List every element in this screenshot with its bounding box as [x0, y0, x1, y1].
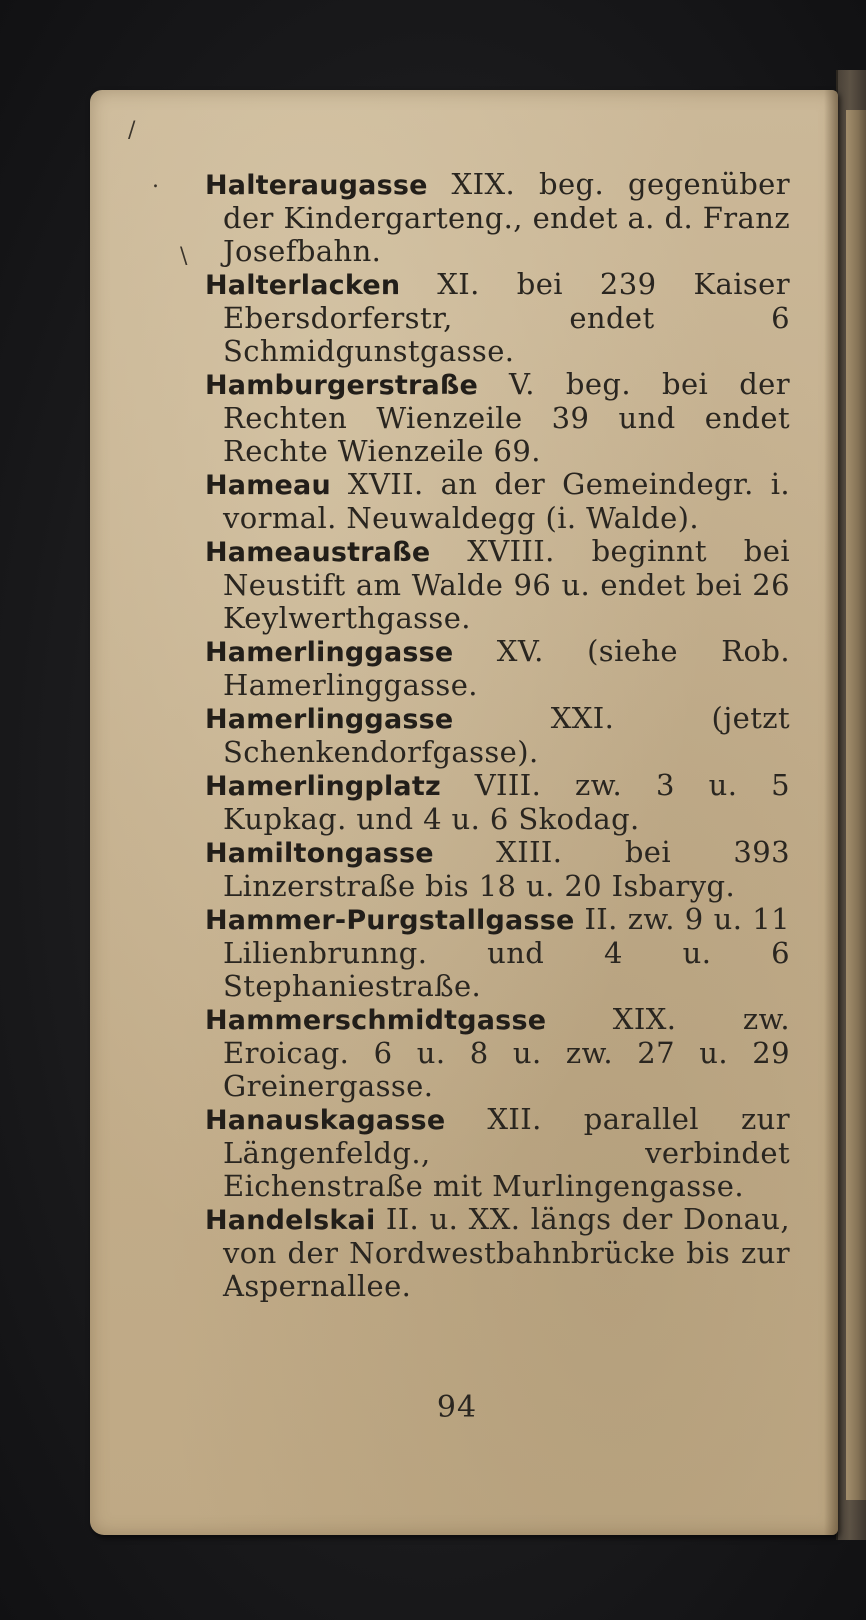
street-description: II. zw. 9 u. 11 Lilienbrunng. und 4 u. 6 Stephaniestraße. [223, 902, 790, 1003]
pencil-mark: \ [180, 244, 188, 269]
street-entry [205, 769, 790, 836]
street-description: XVIII. beginnt bei Neustift am Walde 96 u. endet bei 26 Keylwerthgasse. [223, 534, 790, 635]
street-entry [205, 368, 790, 468]
street-description: XI. bei 239 Kaiser Ebersdorferstr, endet 6 Schmidgunstgasse. [223, 267, 790, 368]
street-name: Hammerschmidtgasse [205, 1005, 547, 1036]
pencil-mark: / [128, 118, 136, 143]
street-entry [205, 1003, 790, 1103]
street-entry [205, 1203, 790, 1303]
street-entry [205, 535, 790, 635]
street-entry [205, 168, 790, 268]
street-name: Handelskai [205, 1205, 376, 1236]
street-name: Hammer-Purgstallgasse [205, 905, 575, 936]
street-description: XXI. (jetzt Schenkendorfgasse). [223, 701, 791, 769]
street-name: Hamburgerstraße [205, 370, 479, 401]
street-description: VIII. zw. 3 u. 5 Kupkag. und 4 u. 6 Skodag. [223, 768, 790, 836]
street-entry [205, 635, 790, 702]
street-description: XV. (siehe Rob. Hamerlinggasse. [223, 634, 790, 702]
street-description: XIX. beg. gegenüber der Kindergarteng., endet a. d. Franz Josefbahn. [223, 167, 790, 268]
street-description: XIII. bei 393 Linzerstraße bis 18 u. 20 Isbaryg. [223, 835, 790, 903]
street-entry [205, 1103, 790, 1203]
page-number-text: 94 [436, 1390, 478, 1425]
street-name: Hameau [205, 470, 331, 501]
book-page-stack [846, 110, 866, 1500]
street-name: Hamerlinggasse [205, 637, 454, 668]
street-name: Halterlacken [205, 270, 401, 301]
ink-dot: . [152, 168, 159, 193]
street-description: V. beg. bei der Rechten Wienzeile 39 und endet Rechte Wienzeile 69. [223, 367, 790, 468]
street-description: II. u. XX. längs der Donau, von der Nordwestbahnbrücke bis zur Aspernallee. [223, 1202, 790, 1303]
street-description: XVII. an der Gemeindegr. i. vormal. Neuwaldegg (i. Walde). [223, 467, 790, 535]
street-name: Hamerlingplatz [205, 771, 441, 802]
street-description: XIX. zw. Eroicag. 6 u. 8 u. zw. 27 u. 29 Greinergasse. [223, 1002, 790, 1103]
street-name: Hanauskagasse [205, 1105, 446, 1136]
street-index-list [205, 168, 790, 1303]
street-name: Hamiltongasse [205, 838, 434, 869]
street-entry [205, 268, 790, 368]
street-entry [205, 903, 790, 1003]
street-entry [205, 468, 790, 535]
street-entry [205, 702, 790, 769]
page-spine-shadow [824, 90, 838, 1535]
street-name: Halteraugasse [205, 170, 428, 201]
street-description: XII. parallel zur Längenfeldg., verbindet Eichenstraße mit Murlingengasse. [223, 1102, 790, 1203]
page-number [0, 1390, 866, 1425]
street-name: Hameaustraße [205, 537, 431, 568]
street-name: Hamerlinggasse [205, 704, 454, 735]
street-entry [205, 836, 790, 903]
